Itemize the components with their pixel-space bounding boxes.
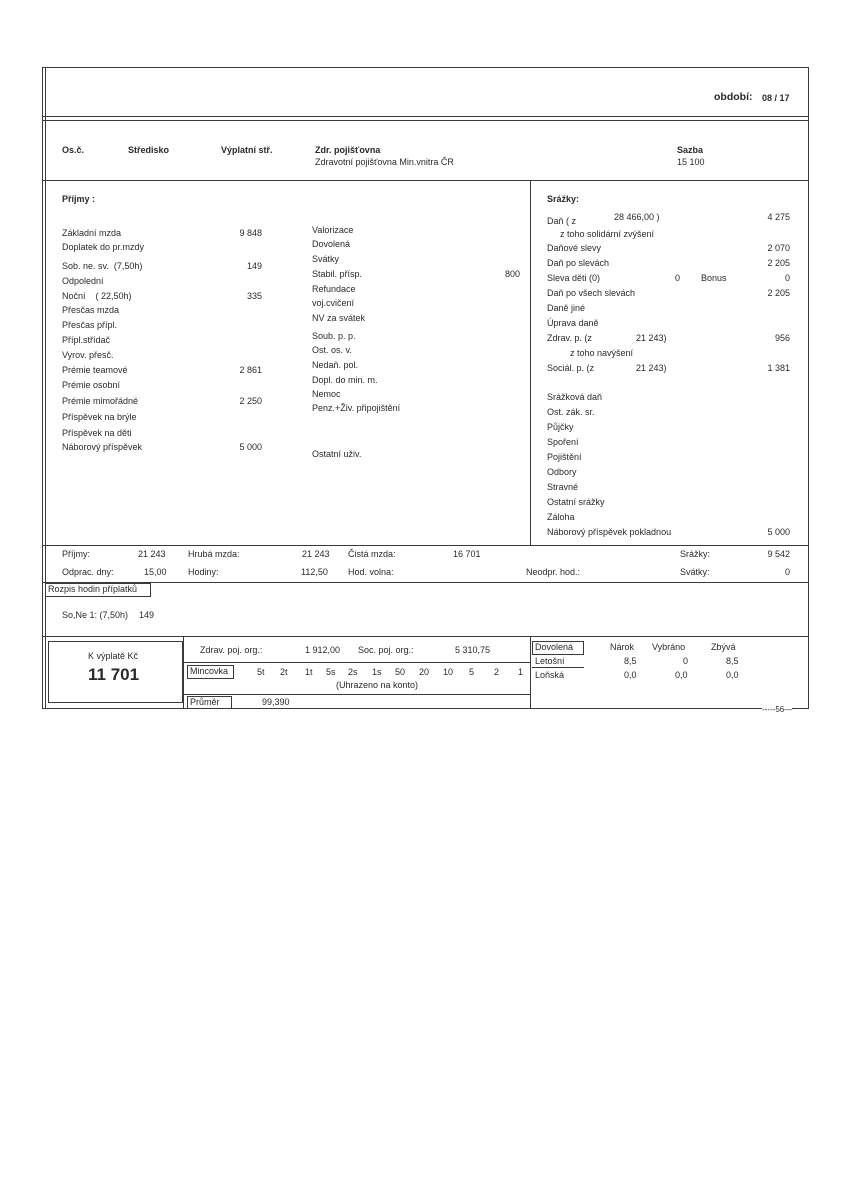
deduction-label: Odbory (547, 467, 577, 477)
page-marker: -----56— (762, 705, 793, 714)
holidays-value: 0 (784, 567, 790, 577)
health-org-value: 1 912,00 (305, 645, 341, 655)
leave-cell: 0,0 (624, 670, 637, 680)
income-label: Sob. ne. sv. (7,50h) (62, 261, 143, 271)
coin-denomination: 2t (280, 667, 288, 677)
other-income-label: voj.cvičení (312, 298, 355, 308)
average-label: Průměr (190, 697, 220, 707)
period-value: 08 / 17 (762, 93, 790, 103)
deduction-label: Pojištění (547, 452, 582, 462)
deduction-value: 956 (774, 333, 790, 343)
leave-row-label: Letošní (535, 656, 565, 666)
rate-label: Sazba (677, 145, 704, 155)
deduction-label: Půjčky (547, 422, 574, 432)
hours-value: 112,50 (301, 567, 328, 577)
other-income-label: Nemoc (312, 389, 341, 399)
income-value: 5 000 (239, 442, 262, 452)
leave-title: Dovolená (535, 642, 574, 652)
other-income-label: Stabil. přísp. (312, 269, 363, 279)
deduction-label: Sleva děti (0) (547, 273, 601, 283)
income-value: 9 848 (239, 228, 262, 238)
deduction-value: 1 381 (767, 363, 790, 373)
increase-note: z toho navýšení (570, 348, 634, 358)
employee-no-label: Os.č. (62, 145, 85, 155)
coin-denomination: 1s (372, 667, 382, 677)
deduction-value: 2 205 (767, 258, 790, 268)
surcharge-line-label: So,Ne 1: (7,50h) (62, 610, 129, 620)
deduction-value: 0 (784, 273, 790, 283)
social-org-label: Soc. poj. org.: (358, 645, 414, 655)
income-label: Odpolední (62, 276, 104, 286)
other-income-label: Dovolená (312, 239, 351, 249)
income-label: Prémie mimořádné (62, 396, 139, 406)
paid-note: (Uhrazeno na konto) (336, 680, 419, 690)
income-value: 2 861 (239, 365, 262, 375)
income-label: Základní mzda (62, 228, 122, 238)
rate-value: 15 100 (677, 157, 705, 167)
divider (42, 582, 809, 583)
income-label: Noční ( 22,50h) (62, 291, 132, 301)
coins-label: Mincovka (190, 666, 229, 676)
net-value: 16 701 (453, 549, 481, 559)
divider (42, 545, 809, 546)
leave-column-header: Nárok (610, 642, 635, 652)
days-label: Odprac. dny: (62, 567, 114, 577)
coin-denomination: 1t (305, 667, 313, 677)
divider (42, 120, 809, 121)
other-income-label: Penz.+Živ. připojištění (312, 403, 401, 413)
unpaid-hours-label: Neodpr. hod.: (526, 567, 581, 577)
income-label: Vyrov. přesč. (62, 350, 114, 360)
solidarity-note: z toho solidární zvýšení (560, 229, 655, 239)
deduction-label: Srážková daň (547, 392, 603, 402)
income-label: Přípl.střídač (62, 335, 111, 345)
health-base: 21 243) (636, 333, 667, 343)
average-value: 99,390 (262, 697, 290, 707)
deduction-label: Ost. zák. sr. (547, 407, 595, 417)
frame-inner-left-line (45, 67, 46, 709)
deduction-label: Zdrav. p. (z (547, 333, 592, 343)
health-org-label: Zdrav. poj. org.: (200, 645, 263, 655)
child-credit-amount: 0 (675, 273, 681, 283)
coin-denomination: 2s (348, 667, 358, 677)
deductions-title: Srážky: (547, 194, 580, 204)
gross-label: Hrubá mzda: (188, 549, 240, 559)
leave-cell: 0,0 (726, 670, 739, 680)
income-value: 335 (246, 291, 262, 301)
deduction-value: 2 070 (767, 243, 790, 253)
divider (42, 636, 809, 637)
other-income-label: Svátky (312, 254, 340, 264)
social-base: 21 243) (636, 363, 667, 373)
tax-base: 28 466,00 ) (614, 212, 660, 222)
summary-income-label: Příjmy: (62, 549, 90, 559)
deduction-label: Daně jiné (547, 303, 586, 313)
deduction-label: Daň po všech slevách (547, 288, 636, 298)
leave-cell: 0 (683, 656, 689, 666)
deduction-label: Sociál. p. (z (547, 363, 595, 373)
cost-center-label: Středisko (128, 145, 170, 155)
period-label: období: (714, 91, 753, 103)
insurer-label: Zdr. pojišťovna (315, 145, 381, 155)
other-income-label: Soub. p. p. (312, 331, 356, 341)
income-label: Příspěvek na děti (62, 428, 132, 438)
payout-amount: 11 701 (88, 665, 140, 684)
days-value: 15,00 (144, 567, 167, 577)
income-label: Prémie teamové (62, 365, 128, 375)
other-income-label: Dopl. do min. m. (312, 375, 378, 385)
tax-label: Daň ( z (547, 216, 577, 226)
divider (183, 662, 530, 663)
other-income-label: Valorizace (312, 225, 354, 235)
leave-cell: 0,0 (675, 670, 688, 680)
summary-deductions-value: 9 542 (767, 549, 790, 559)
summary-income-value: 21 243 (138, 549, 166, 559)
social-org-value: 5 310,75 (455, 645, 491, 655)
bonus-label: Bonus (701, 273, 727, 283)
coin-denomination: 20 (419, 667, 430, 677)
coin-denomination: 10 (443, 667, 454, 677)
divider (42, 116, 809, 117)
summary-deductions-label: Srážky: (680, 549, 711, 559)
column-divider (183, 636, 184, 708)
leave-cell: 8,5 (726, 656, 739, 666)
deduction-label: Záloha (547, 512, 575, 522)
leave-cell: 8,5 (624, 656, 637, 666)
leave-row-label: Loňská (535, 670, 565, 680)
divider (532, 667, 584, 668)
leave-column-header: Zbývá (711, 642, 736, 652)
holidays-label: Svátky: (680, 567, 710, 577)
other-income-value: 800 (504, 269, 520, 279)
divider (183, 694, 530, 695)
leave-column-header: Vybráno (652, 642, 686, 652)
deduction-label: Spoření (547, 437, 579, 447)
coin-denomination: 1 (518, 667, 524, 677)
leave-hours-label: Hod. volna: (348, 567, 394, 577)
hours-label: Hodiny: (188, 567, 219, 577)
deduction-value: 2 205 (767, 288, 790, 298)
deduction-label: Daň po slevách (547, 258, 610, 268)
coin-denomination: 2 (494, 667, 500, 677)
income-value: 149 (246, 261, 262, 271)
other-income-label: Nedaň. pol. (312, 360, 359, 370)
other-income-label: Ostatní uživ. (312, 449, 362, 459)
income-label: Příspěvek na brýle (62, 412, 137, 422)
income-label: Přesčas mzda (62, 305, 120, 315)
income-label: Náborový příspěvek (62, 442, 143, 452)
income-label: Přesčas přípl. (62, 320, 118, 330)
deduction-label: Ostatní srážky (547, 497, 605, 507)
deduction-label: Stravné (547, 482, 579, 492)
net-label: Čistá mzda: (348, 549, 396, 559)
income-title: Příjmy : (62, 194, 96, 204)
deduction-label: Úprava daně (547, 318, 599, 328)
gross-value: 21 243 (302, 549, 330, 559)
divider (42, 180, 809, 181)
column-divider (530, 180, 531, 545)
coin-denomination: 5t (257, 667, 265, 677)
income-label: Doplatek do pr.mzdy (62, 242, 145, 252)
deduction-value: 5 000 (767, 527, 790, 537)
pay-center-label: Výplatní stř. (221, 145, 273, 155)
deduction-label: Daňové slevy (547, 243, 602, 253)
deduction-label: Náborový příspěvek pokladnou (547, 527, 672, 537)
payout-label: K výplatě Kč (88, 651, 139, 661)
coin-denomination: 5 (469, 667, 475, 677)
income-value: 2 250 (239, 396, 262, 406)
insurer-value: Zdravotní pojišťovna Min.vnitra ČR (315, 157, 454, 167)
other-income-label: Ost. os. v. (312, 345, 352, 355)
other-income-label: NV za svátek (312, 313, 366, 323)
coin-denomination: 50 (395, 667, 406, 677)
coin-denomination: 5s (326, 667, 336, 677)
tax-value: 4 275 (767, 212, 790, 222)
other-income-label: Refundace (312, 284, 356, 294)
surcharge-line-value: 149 (139, 610, 155, 620)
column-divider (530, 636, 531, 708)
surcharges-title: Rozpis hodin příplatků (48, 584, 138, 594)
income-label: Prémie osobní (62, 380, 121, 390)
